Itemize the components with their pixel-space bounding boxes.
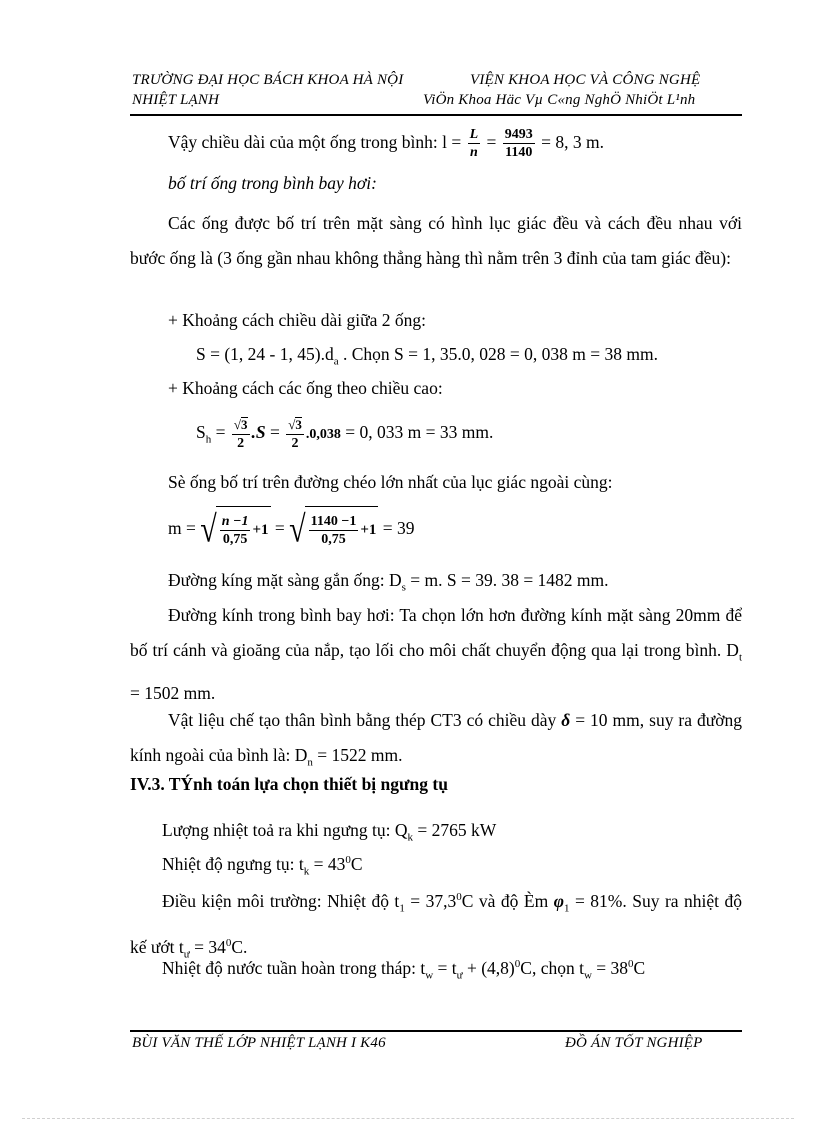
m-eq: =: [274, 518, 285, 538]
para3-delta: δ: [561, 710, 571, 730]
m-formula: [168, 505, 415, 553]
m-prefix: m =: [168, 518, 196, 538]
tk-sup: 0: [345, 854, 351, 867]
sh-fraction-2: √ 3 2: [288, 416, 302, 451]
para3-c: = 1522 mm.: [317, 745, 403, 765]
sh-eq2: =: [269, 422, 280, 442]
m-plus: +1: [252, 522, 269, 539]
sh-result: = 0, 033 m = 33 mm.: [345, 422, 494, 442]
qk-line: [162, 820, 496, 844]
header-department: NHIỆT LẠNH: [132, 92, 220, 108]
se-line: Sè ống bố trí trên đường chéo lớn nhất của lục giác ngoài cùng:: [168, 472, 613, 492]
m-result: = 39: [382, 518, 415, 538]
m-num2: 1140 −1: [310, 513, 357, 529]
tw-sub1: w: [425, 969, 434, 982]
s-formula-sub: a: [333, 355, 339, 368]
env-sup1: 0: [456, 891, 462, 903]
sh-fraction2-num: 3: [295, 417, 302, 433]
tk-b: = 43: [313, 854, 346, 874]
sh-symbol: S: [196, 422, 206, 442]
tk-c: C: [350, 854, 363, 874]
ds-b: = m. S = 39. 38 = 1482 mm.: [410, 570, 609, 590]
ds-line: [168, 570, 609, 594]
paragraph-3: [130, 703, 742, 781]
env-sub2: 1: [563, 902, 570, 915]
tw-a: Nhiệt độ nước tuần hoàn trong tháp: t: [162, 958, 426, 978]
subheading: bố trí ống trong bình bay hơi:: [168, 173, 377, 193]
tw-sup2: 0: [628, 958, 634, 971]
footer-author: BÙI VĂN THẾ LỚP NHIỆT LẠNH I K46: [132, 1035, 386, 1051]
tw-f: C: [633, 958, 646, 978]
sh-fraction2-den: 2: [291, 435, 299, 451]
sh-formula: [196, 412, 493, 460]
tw-e: = 38: [596, 958, 629, 978]
para3-a: Vật liệu chế tạo thân bình bằng thép CT3 có chiều dày: [168, 710, 557, 730]
env-d: = 81%. Suy ra nhiệt độ kế ướt t: [130, 890, 743, 958]
paragraph-1: Các ống được bố trí trên mặt sàng có hình lục giác đều và cách đều nhau với bước ống là (3 ống gần nhau không thẳng hàng thì nằm trên 3 đỉnh của tam giác đều):: [130, 213, 742, 268]
length-fraction-num2: 9493: [504, 127, 533, 143]
m-plus2: +1: [360, 522, 377, 539]
s-formula-b: . Chọn S = 1, 35.0, 028 = 0, 038 m = 38 mm.: [342, 344, 658, 364]
page-edge-divider: [22, 1118, 794, 1119]
tw-sup1: 0: [514, 958, 521, 971]
length-fraction-den: n: [469, 145, 478, 161]
env-f: C.: [231, 937, 248, 958]
sh-eq: =: [215, 422, 226, 442]
length-result: = 8, 3 m.: [541, 132, 605, 152]
length-eq: =: [486, 132, 497, 152]
tw-d: C, chọn t: [520, 958, 584, 978]
qk-sub: k: [407, 831, 413, 844]
env-e: = 34: [194, 937, 226, 958]
qk-a: Lượng nhiệt toả ra khi ngưng tụ: Q: [162, 820, 408, 840]
tw-sub3: w: [583, 969, 592, 982]
length-fraction-values: [503, 126, 535, 161]
para2-a: Đường kính trong bình bay hơi: Ta chọn lớn hơn đường kính mặt sàng 20mm để bố trí cánh và gioăng của nắp, tạo lối cho môi chất chuyển động qua lại trong bình. D: [130, 605, 742, 660]
tw-line: [162, 958, 645, 982]
env-b: = 37,3: [410, 890, 457, 911]
length-fraction: [468, 126, 481, 161]
sh-fraction: √ 3 2: [233, 416, 248, 451]
sh-var: .S: [251, 422, 266, 442]
header-institute: VIỆN KHOA HỌC VÀ CÔNG NGHỆ: [470, 72, 701, 88]
header-institute-encoded: ViÖn Khoa Häc Vµ C«ng NghÖ NhiÖt L¹nh: [423, 92, 696, 108]
m-den: 0,75: [222, 531, 248, 547]
para3-b: = 10 mm, suy ra đường kính ngoài của bình là: D: [130, 710, 743, 765]
env-sup2: 0: [225, 937, 232, 950]
env-sub3: ư: [183, 948, 190, 961]
footer-rule: [130, 1030, 742, 1032]
paragraph-2: [130, 598, 742, 711]
tw-sub2: ư: [456, 969, 463, 982]
length-prefix: Vậy chiều dài của một ống trong bình: l =: [168, 132, 462, 152]
bullet-2: + Khoảng cách các ống theo chiều cao:: [168, 378, 443, 398]
m-num: n −1: [221, 513, 249, 529]
length-formula: [168, 124, 604, 161]
env-a: Điều kiện môi trường: Nhiệt độ t: [162, 890, 400, 911]
tk-sub: k: [303, 865, 310, 878]
length-fraction-den2: 1140: [505, 145, 533, 161]
ds-sub: s: [401, 581, 406, 594]
tk-a: Nhiệt độ ngưng tụ: t: [162, 854, 304, 874]
bullet-1: + Khoảng cách chiều dài giữa 2 ống:: [168, 310, 426, 330]
tw-c: + (4,8): [466, 958, 515, 978]
sh-fraction-num: 3: [241, 417, 248, 433]
header-rule: [130, 114, 742, 116]
m-sqrt-2: √ $\frac{1140 -1}{0,75}$ +1: [289, 506, 378, 553]
s-formula-a: S = (1, 24 - 1, 45).d: [196, 344, 334, 364]
para3-sub: n: [307, 756, 313, 769]
section-heading: IV.3. TÝnh toán lựa chọn thiết bị ngưng tụ: [130, 774, 448, 794]
env-phi: φ: [553, 890, 564, 911]
tk-line: [162, 854, 363, 878]
sh-var2: .0,038: [305, 427, 341, 442]
m-den2: 0,75: [321, 531, 346, 547]
m-sqrt-1: √ $\frac{n -1}{0,75}$ +1: [200, 506, 270, 553]
length-fraction-num: L: [469, 127, 479, 143]
header-university: TRƯỜNG ĐẠI HỌC BÁCH KHOA HÀ NỘI: [132, 72, 404, 88]
footer-title: ĐỒ ÁN TỐT NGHIỆP: [565, 1035, 703, 1051]
ds-a: Đường kíng mặt sàng gắn ống: D: [168, 570, 402, 590]
sh-fraction-den: 2: [237, 435, 245, 451]
qk-b: = 2765 kW: [417, 820, 497, 840]
s-formula: [196, 344, 658, 368]
para2-sub: t: [738, 651, 742, 664]
env-c: C và độ Èm: [461, 890, 549, 911]
sh-sub: h: [205, 433, 212, 446]
para2-b: = 1502 mm.: [130, 682, 216, 703]
env-sub1: 1: [399, 902, 405, 915]
tw-b: = t: [437, 958, 457, 978]
